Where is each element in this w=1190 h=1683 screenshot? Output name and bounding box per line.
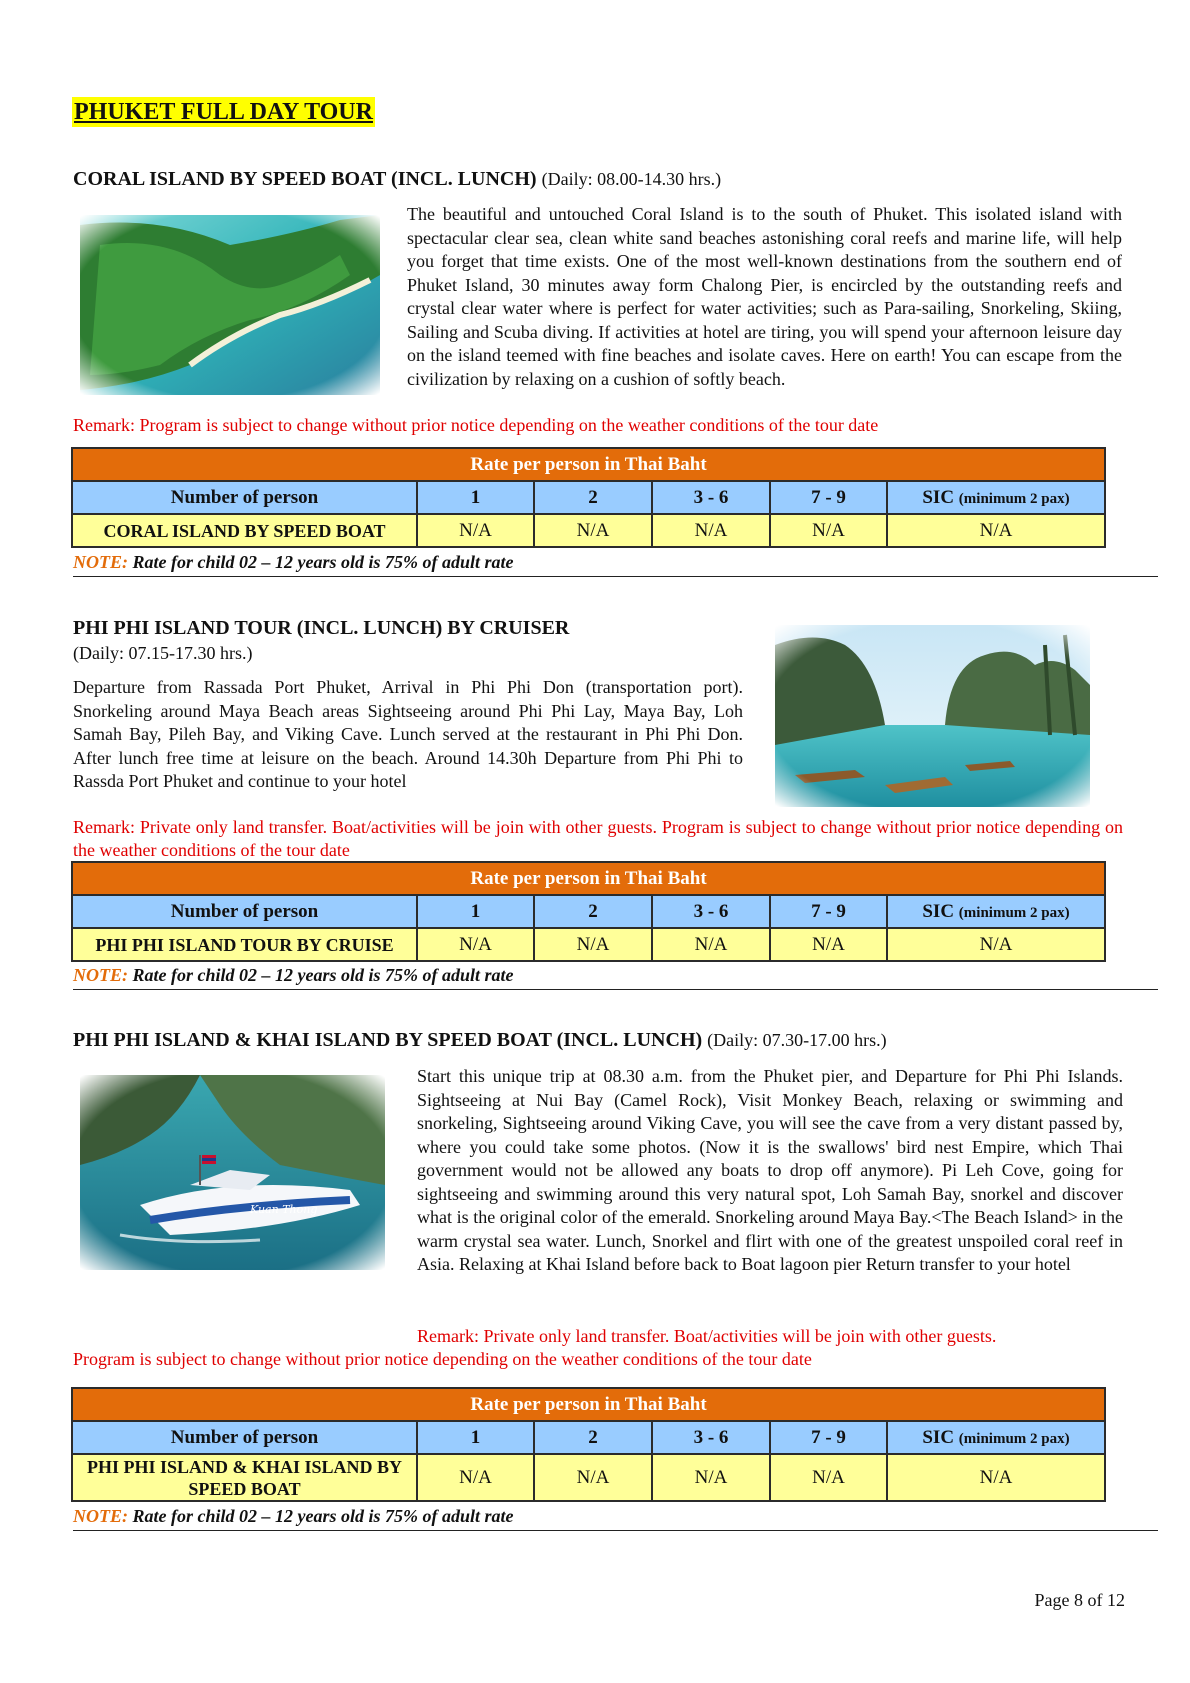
note-text: Rate for child 02 – 12 years old is 75% of adult rate	[128, 965, 514, 985]
tour-1-title	[73, 168, 721, 191]
rate-cell: N/A	[770, 514, 887, 547]
rate-cell: N/A	[652, 514, 770, 547]
rate-cell: N/A	[887, 928, 1105, 961]
col-sic-label: SIC	[922, 486, 955, 508]
tour-3-rate-table	[71, 1387, 1106, 1502]
tour-3-row-name: PHI PHI ISLAND & KHAI ISLAND BY SPEED BOAT	[72, 1454, 417, 1501]
rate-cell: N/A	[534, 1454, 652, 1501]
phi-phi-bay-photo	[775, 625, 1090, 807]
col-sic	[887, 895, 1105, 928]
tour-3-title-text: PHI PHI ISLAND & KHAI ISLAND BY SPEED BOAT (INCL. LUNCH)	[73, 1029, 703, 1051]
tour-3-remark-line-1: Remark: Private only land transfer. Boat/activities will be join with other guests.	[417, 1326, 997, 1346]
col-3-6: 3 - 6	[652, 895, 770, 928]
col-sic-label: SIC	[922, 1426, 955, 1448]
rate-cell: N/A	[534, 514, 652, 547]
note-label: NOTE:	[73, 965, 128, 985]
sic-minimum-note: (minimum 2 pax)	[958, 904, 1070, 921]
col-3-6: 3 - 6	[652, 481, 770, 514]
rate-cell: N/A	[417, 928, 534, 961]
rate-cell: N/A	[770, 928, 887, 961]
rate-cell: N/A	[534, 928, 652, 961]
col-7-9: 7 - 9	[770, 895, 887, 928]
tour-1-description: The beautiful and untouched Coral Island is to the south of Phuket. This isolated island with spectacular clear sea, clean white sand beaches astonishing coral reefs and marine life, will help you forget that time exists. One of the most well-known destinations from the southern end of Phuket Island, 30 minutes away form Chalong Pier, is encircled by the outstanding reefs and crystal clear water where is perfect for water activities; such as Para-sailing, Snorkeling, Skiing, Sailing and Scuba diving. If activities at hotel are tiring, you will spend your afternoon leisure day on the island teemed with fine beaches and isolate caves. Here on earth! You can escape from the civilization by relaxing on a cushion of softly beach.	[407, 204, 1122, 389]
page-title: PHUKET FULL DAY TOUR	[74, 99, 373, 125]
tour-2-description: Departure from Rassada Port Phuket, Arrival in Phi Phi Don (transportation port). Snorkeling around Maya Beach areas Sightseeing around Phi Phi Lay, Maya Bay, Loh Samah Bay, Pileh Bay, and Viking Cave. Lunch served at the restaurant in Phi Phi Don. After lunch free time at leisure on the beach. Around 14.30h Departure from Phi Phi to Rassda Port Phuket and continue to your hotel	[73, 677, 743, 791]
col-sic-label: SIC	[922, 900, 955, 922]
col-number-of-person: Number of person	[72, 1421, 417, 1454]
tour-1-schedule: (Daily: 08.00-14.30 hrs.)	[541, 169, 722, 189]
rate-cell: N/A	[417, 1454, 534, 1501]
tour-2-title-text: PHI PHI ISLAND TOUR (INCL. LUNCH) BY CRUISER	[73, 617, 570, 639]
tour-2-remark: Remark: Private only land transfer. Boat/activities will be join with other guests. Program is subject to change without prior notice depending on the weather conditions of the tour date	[73, 817, 1123, 860]
speed-boat-photo	[80, 1075, 385, 1270]
col-1: 1	[417, 1421, 534, 1454]
col-3-6: 3 - 6	[652, 1421, 770, 1454]
col-sic	[887, 1421, 1105, 1454]
col-2: 2	[534, 1421, 652, 1454]
rate-header: Rate per person in Thai Baht	[72, 862, 1105, 895]
col-number-of-person: Number of person	[72, 481, 417, 514]
tour-1-rate-table	[71, 447, 1106, 548]
rate-cell: N/A	[887, 1454, 1105, 1501]
tour-3-schedule: (Daily: 07.30-17.00 hrs.)	[707, 1030, 887, 1050]
tour-1-title-text: CORAL ISLAND BY SPEED BOAT (INCL. LUNCH)	[73, 168, 537, 190]
col-number-of-person: Number of person	[72, 895, 417, 928]
rate-cell: N/A	[652, 1454, 770, 1501]
rate-header: Rate per person in Thai Baht	[72, 1388, 1105, 1421]
rate-header: Rate per person in Thai Baht	[72, 448, 1105, 481]
tour-2-rate-table	[71, 861, 1106, 962]
rate-cell: N/A	[417, 514, 534, 547]
sic-minimum-note: (minimum 2 pax)	[958, 1430, 1070, 1447]
rate-cell: N/A	[887, 514, 1105, 547]
tour-2-title	[73, 617, 569, 640]
page-number: Page 8 of 12	[1034, 1590, 1125, 1610]
rate-cell: N/A	[770, 1454, 887, 1501]
sic-minimum-note: (minimum 2 pax)	[958, 490, 1070, 507]
rate-cell: N/A	[652, 928, 770, 961]
tour-3-remark-line-2: Program is subject to change without prior notice depending on the weather conditions of the tour date	[73, 1349, 812, 1369]
tour-2-note	[73, 963, 1158, 990]
note-label: NOTE:	[73, 552, 128, 572]
col-1: 1	[417, 481, 534, 514]
col-2: 2	[534, 895, 652, 928]
tour-3-title	[73, 1029, 887, 1052]
tour-2-row-name: PHI PHI ISLAND TOUR BY CRUISE	[72, 928, 417, 961]
tour-3-note	[73, 1504, 1158, 1531]
tour-3-description: Start this unique trip at 08.30 a.m. from the Phuket pier, and Departure for Phi Phi Islands. Sightseeing at Nui Bay (Camel Rock), Visit Monkey Beach, relaxing or swimming and snorkeling, Sightseeing around Viking Cave, you will see the cave from a very distant passed by, where you could take some photos. (Now it is the swallows' bird nest Empire, which Thai government would not be allowed any boats to drop off anymore). Pi Leh Cove, going for sightseeing and swimming around this very natural spot, Loh Samah Bay, snorkel and discover what is the original color of the emerald. Snorkeling around Maya Bay.<The Beach Island> in the warm crystal sea water. Lunch, Snorkel and flirt with one of the greatest unspoiled coral reef in Asia. Relaxing at Khai Island before back to Boat lagoon pier Return transfer to your hotel	[417, 1066, 1123, 1274]
col-7-9: 7 - 9	[770, 481, 887, 514]
tour-2-schedule: (Daily: 07.15-17.30 hrs.)	[73, 643, 253, 663]
col-sic	[887, 481, 1105, 514]
col-7-9: 7 - 9	[770, 1421, 887, 1454]
coral-island-photo	[80, 215, 380, 395]
note-label: NOTE:	[73, 1506, 128, 1526]
tour-1-remark: Remark: Program is subject to change without prior notice depending on the weather conditions of the tour date	[73, 415, 879, 435]
note-text: Rate for child 02 – 12 years old is 75% of adult rate	[128, 552, 514, 572]
tour-1-row-name: CORAL ISLAND BY SPEED BOAT	[72, 514, 417, 547]
col-1: 1	[417, 895, 534, 928]
note-text: Rate for child 02 – 12 years old is 75% of adult rate	[128, 1506, 514, 1526]
tour-1-note	[73, 550, 1158, 577]
col-2: 2	[534, 481, 652, 514]
